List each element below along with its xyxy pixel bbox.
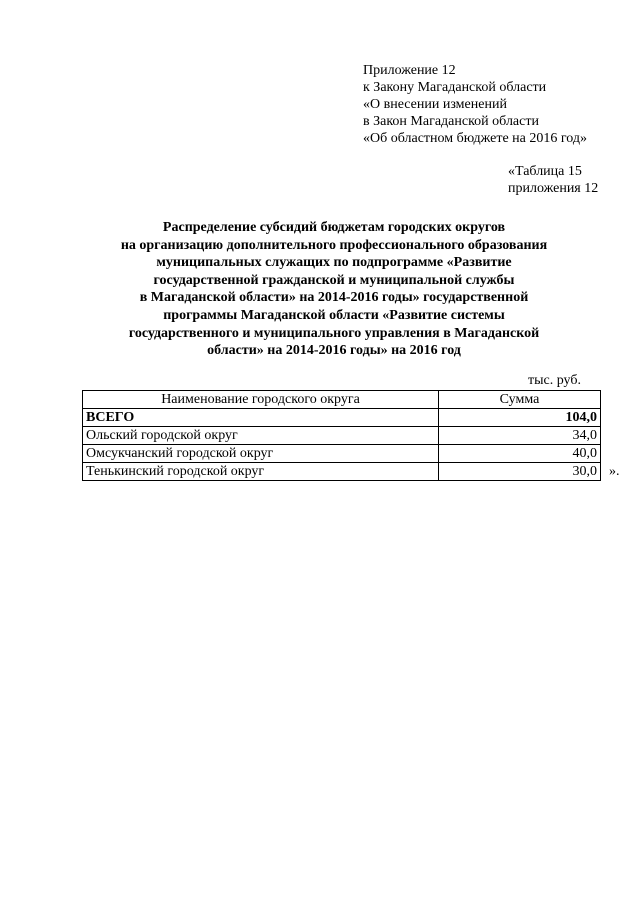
- table-row: [83, 427, 601, 445]
- table-row: [83, 445, 601, 463]
- title-line: государственной гражданской и муниципальной службы: [153, 272, 515, 288]
- total-label: ВСЕГО: [83, 409, 439, 427]
- table-reference: [508, 163, 598, 197]
- title-line: области» на 2014-2016 годы» на 2016 год: [207, 343, 461, 359]
- title-line: государственного и муниципального управления в Магаданской: [128, 325, 540, 341]
- distribution-table: [82, 390, 601, 481]
- column-header-sum: Сумма: [439, 391, 601, 409]
- appendix-line: к Закону Магаданской области: [363, 80, 547, 95]
- appendix-line: в Закон Магаданской области: [363, 114, 539, 129]
- district-sum: 34,0: [439, 427, 601, 445]
- appendix-line: «Об областном бюджете на 2016 год»: [363, 131, 587, 146]
- appendix-line: «О внесении изменений: [363, 97, 507, 112]
- district-name: Ольский городской округ: [83, 427, 439, 445]
- title-line: на организацию дополнительного профессионального образования: [120, 237, 548, 253]
- total-sum: 104,0: [439, 409, 601, 427]
- total-row: [83, 409, 601, 427]
- district-sum: 30,0: [439, 463, 601, 481]
- closing-quote: ».: [609, 464, 620, 479]
- table-row: [83, 463, 601, 481]
- district-name: Омсукчанский городской округ: [83, 445, 439, 463]
- district-sum: 40,0: [439, 445, 601, 463]
- table-ref-line: приложения 12: [508, 181, 599, 196]
- column-header-name: Наименование городского округа: [83, 391, 439, 409]
- table-header-row: [83, 391, 601, 409]
- title-line: программы Магаданской области «Развитие системы: [163, 307, 505, 323]
- table-ref-line: «Таблица 15: [508, 164, 582, 179]
- district-name: Тенькинский городской округ: [83, 463, 439, 481]
- document-title: [86, 219, 582, 360]
- title-line: Распределение субсидий бюджетам городских округов: [162, 220, 506, 235]
- appendix-header: [363, 62, 587, 147]
- appendix-line: Приложение 12: [363, 63, 456, 78]
- title-line: муниципальных служащих по подпрограмме «Развитие: [156, 255, 512, 271]
- units-label: тыс. руб.: [528, 373, 581, 388]
- title-line: в Магаданской области» на 2014-2016 годы» государственной: [139, 290, 529, 306]
